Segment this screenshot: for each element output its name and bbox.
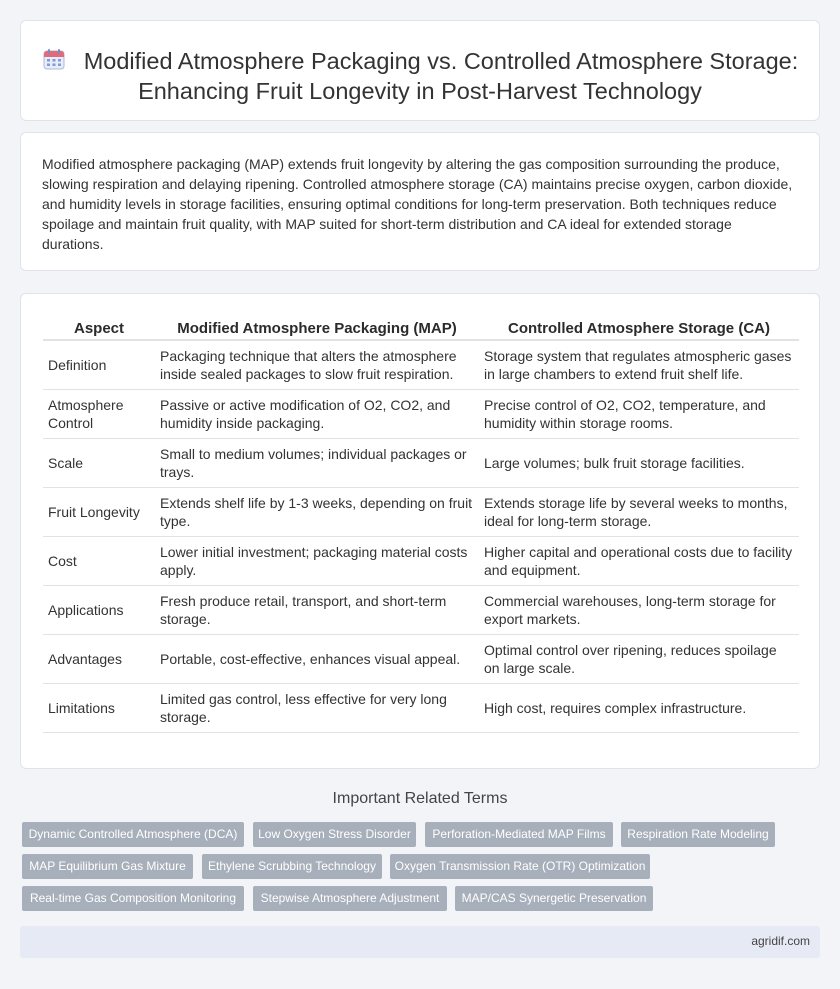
table-row: [43, 340, 799, 389]
row-aspect: Limitations: [43, 683, 155, 732]
table-row: [43, 634, 799, 683]
table-row: [43, 683, 799, 732]
related-tag[interactable]: Stepwise Atmosphere Adjustment: [253, 886, 447, 911]
page-title: Modified Atmosphere Packaging vs. Controlled Atmosphere Storage: Enhancing Fruit Longevity in Post-Harvest Technology: [83, 48, 799, 104]
header-ca: Controlled Atmosphere Storage (CA): [479, 315, 799, 340]
table-row: [43, 389, 799, 438]
row-map: Lower initial investment; packaging material costs apply.: [155, 536, 479, 585]
related-tag[interactable]: Low Oxygen Stress Disorder: [253, 822, 416, 847]
related-terms-title: Important Related Terms: [332, 790, 508, 807]
calendar-icon: [42, 47, 66, 71]
row-aspect: Cost: [43, 536, 155, 585]
intro-paragraph: Modified atmosphere packaging (MAP) extends fruit longevity by altering the gas composition surrounding the produce, slowing respiration and delaying ripening. Controlled atmosphere storage (CA) maintains precise oxygen, carbon dioxide, and humidity levels in storage facilities, ensuring optimal conditions for long-term preservation. Both techniques reduce spoilage and maintain fruit quality, with MAP suited for short-term distribution and CA ideal for extended storage durations.: [42, 156, 793, 252]
table-row: [43, 438, 799, 487]
row-aspect: Fruit Longevity: [43, 487, 155, 536]
footer: [20, 926, 820, 958]
related-tag[interactable]: Ethylene Scrubbing Technology: [202, 854, 382, 879]
header-map: Modified Atmosphere Packaging (MAP): [155, 315, 479, 340]
page-title-wrap: [21, 46, 819, 106]
title-card: [20, 20, 820, 121]
table-row: [43, 585, 799, 634]
row-ca: Commercial warehouses, long-term storage for export markets.: [479, 585, 799, 634]
intro-card: [20, 132, 820, 271]
related-tag[interactable]: MAP/CAS Synergetic Preservation: [455, 886, 653, 911]
row-map: Passive or active modification of O2, CO2, and humidity inside packaging.: [155, 389, 479, 438]
related-tag[interactable]: Dynamic Controlled Atmosphere (DCA): [22, 822, 244, 847]
footer-site-link[interactable]: agridif.com: [751, 934, 810, 948]
related-tag[interactable]: MAP Equilibrium Gas Mixture: [22, 854, 193, 879]
table-row: [43, 536, 799, 585]
row-ca: Storage system that regulates atmospheric gases in large chambers to extend fruit shelf life.: [479, 340, 799, 389]
related-tag[interactable]: Oxygen Transmission Rate (OTR) Optimization: [390, 854, 650, 879]
row-ca: Large volumes; bulk fruit storage facilities.: [479, 438, 799, 487]
comparison-card: [20, 293, 820, 769]
row-map: Limited gas control, less effective for very long storage.: [155, 683, 479, 732]
table-row: [43, 487, 799, 536]
row-aspect: Applications: [43, 585, 155, 634]
row-ca: Extends storage life by several weeks to months, ideal for long-term storage.: [479, 487, 799, 536]
row-aspect: Scale: [43, 438, 155, 487]
row-aspect: Advantages: [43, 634, 155, 683]
related-tag[interactable]: Real-time Gas Composition Monitoring: [22, 886, 244, 911]
row-ca: Optimal control over ripening, reduces spoilage on large scale.: [479, 634, 799, 683]
row-map: Small to medium volumes; individual packages or trays.: [155, 438, 479, 487]
row-ca: Higher capital and operational costs due to facility and equipment.: [479, 536, 799, 585]
table-header-row: [43, 315, 799, 340]
row-map: Portable, cost-effective, enhances visual appeal.: [155, 634, 479, 683]
related-tag[interactable]: Perforation-Mediated MAP Films: [425, 822, 613, 847]
row-ca: Precise control of O2, CO2, temperature, and humidity within storage rooms.: [479, 389, 799, 438]
row-aspect: Atmosphere Control: [43, 389, 155, 438]
row-ca: High cost, requires complex infrastructure.: [479, 683, 799, 732]
header-aspect: Aspect: [43, 315, 155, 340]
related-tag[interactable]: Respiration Rate Modeling: [621, 822, 775, 847]
row-map: Fresh produce retail, transport, and short-term storage.: [155, 585, 479, 634]
row-map: Packaging technique that alters the atmosphere inside sealed packages to slow fruit respiration.: [155, 340, 479, 389]
comparison-table: [43, 315, 799, 733]
row-map: Extends shelf life by 1-3 weeks, depending on fruit type.: [155, 487, 479, 536]
row-aspect: Definition: [43, 340, 155, 389]
